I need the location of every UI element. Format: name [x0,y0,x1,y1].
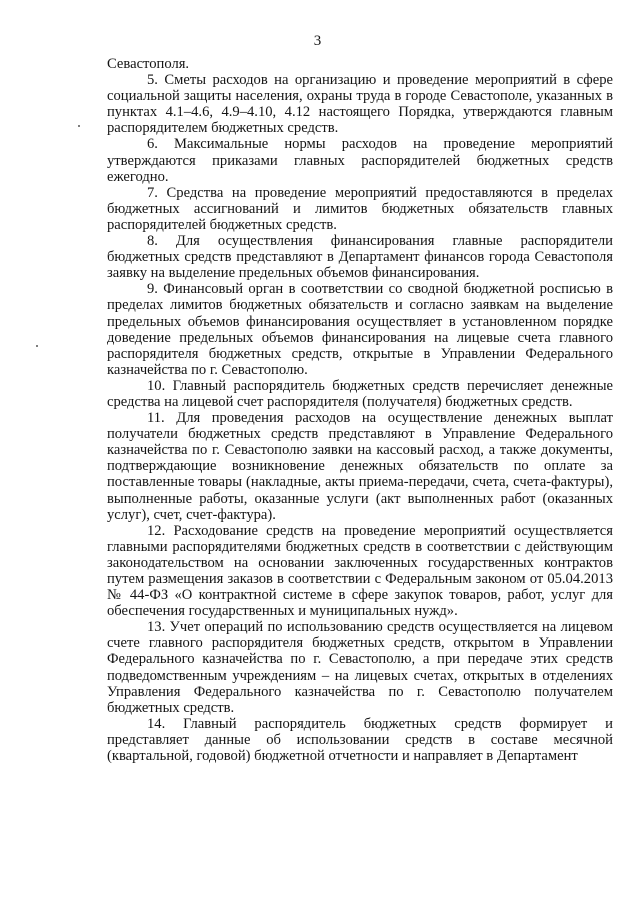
paragraph-5: 5. Сметы расходов на организацию и проведение мероприятий в сфере социальной защиты населения, охраны труда в городе Севастополе, указанных в пунктах 4.1–4.6, 4.9–4.10, 4.12 настоящего Порядка, утверждаются главным распорядителем бюджетных средств. [107,72,613,137]
paragraph-10: 10. Главный распорядитель бюджетных средств перечисляет денежные средства на лицевой счет распорядителя (получателя) бюджетных средств. [107,377,613,410]
paragraph-11: 11. Для проведения расходов на осуществление денежных выплат получатели бюджетных средств представляют в Управление Федерального казначейства по г. Севастополю заявки на кассовый расход, а также документы, подтверждающие возникновение денежных обязательств по оплате за поставленные товары (накладные, акты приема-передачи, счета, счета-фактуры), выполненные работы, оказанные услуги (акт выполненных работ (оказанных услуг), счет, счет-фактура). [107,410,613,523]
page-number: 3 [313,33,322,49]
paragraph-7: 7. Средства на проведение мероприятий предоставляются в пределах бюджетных ассигнований и лимитов бюджетных обязательств главных распорядителей бюджетных средств. [107,184,613,233]
paragraph-continuation: Севастополя. [107,56,190,72]
paragraph-13: 13. Учет операций по использованию средств осуществляется на лицевом счете главного распорядителя бюджетных средств, открытом в Управлении Федерального казначейства по г. Севастополю, а при передаче этих средств подведомственным учреждениям – на лицевых счетах, открытых в отделениях Управления Федерального казначейства по г. Севастополю получателем бюджетных средств. [107,619,613,716]
paragraph-14: 14. Главный распорядитель бюджетных средств формирует и представляет данные об использовании средств в составе месячной (квартальной, годовой) бюджетной отчетности и направляет в Департамент [107,715,613,765]
document-body [107,56,613,764]
scan-speck [36,345,38,347]
paragraph-12: 12. Расходование средств на проведение мероприятий осуществляется главными распорядителями бюджетных средств в соответствии с действующим законодательством на основании заключенных государственных контрактов путем размещения заказов в соответствии с Федеральным законом от 05.04.2013 № 44-ФЗ «О контрактной системе в сфере закупок товаров, работ, услуг для обеспечения государственных и муниципальных нужд». [107,522,613,620]
paragraph-6: 6. Максимальные нормы расходов на проведение мероприятий утверждаются приказами главных распорядителей бюджетных средств ежегодно. [107,136,613,185]
paragraph-8: 8. Для осуществления финансирования главные распорядители бюджетных средств представляют в Департамент финансов города Севастополя заявку на выделение предельных объемов финансирования. [107,233,613,282]
scan-speck [78,125,80,127]
paragraph-9: 9. Финансовый орган в соответствии со сводной бюджетной росписью в пределах лимитов бюджетных обязательств и согласно заявкам на выделение предельных объемов финансирования осуществляет в установленном порядке доведение предельных объемов финансирования на лицевые счета главного распорядителя бюджетных средств, открытые в Управлении Федерального казначейства по г. Севастополю. [107,281,613,378]
